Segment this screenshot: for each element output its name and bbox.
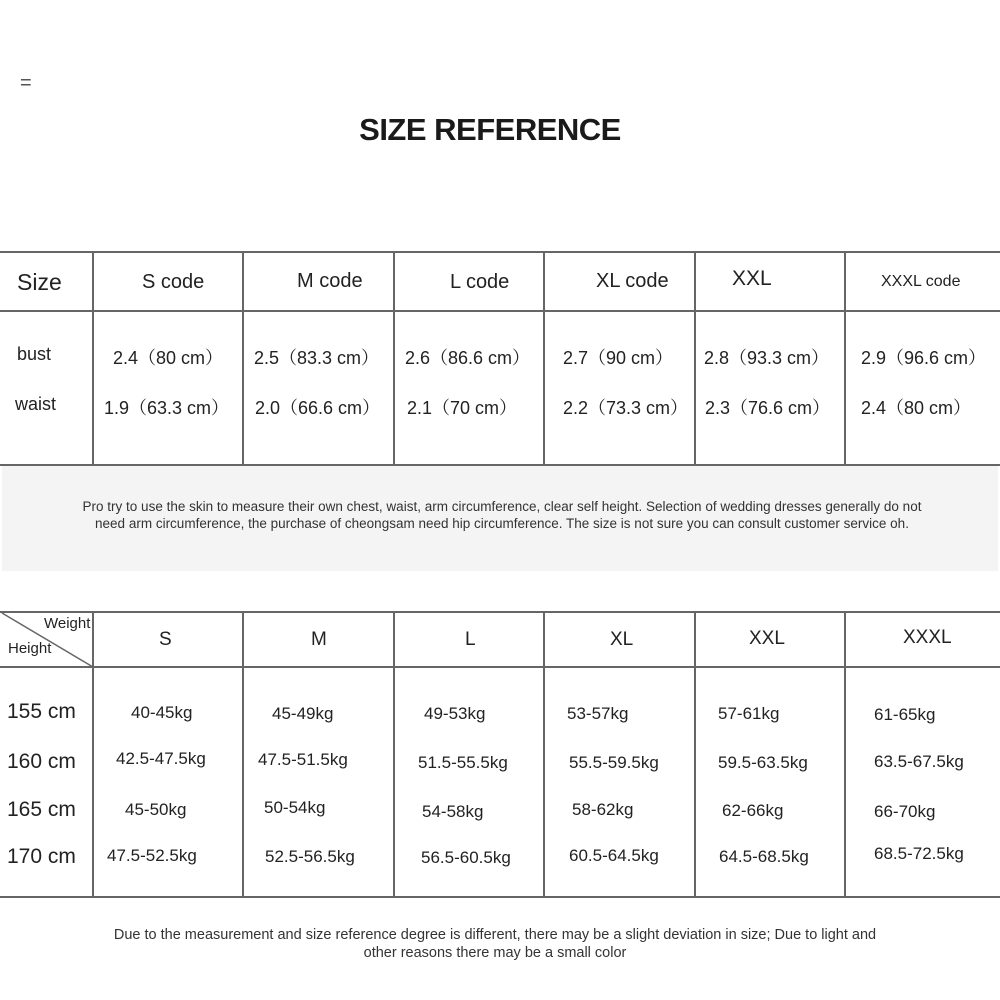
- header-xxl: XXL: [749, 628, 785, 649]
- column-divider: [92, 251, 94, 466]
- header-m-code: M code: [297, 270, 363, 292]
- height-160: 160 cm: [7, 750, 76, 773]
- header-xl-code: XL code: [596, 270, 669, 292]
- weight-170-l: 56.5-60.5kg: [421, 848, 511, 867]
- weight-160-l: 51.5-55.5kg: [418, 753, 508, 772]
- table-header-divider: [0, 310, 1000, 312]
- weight-165-xl: 58-62kg: [572, 800, 634, 819]
- weight-height-table: [0, 611, 1000, 898]
- column-divider: [242, 611, 244, 898]
- column-divider: [694, 611, 696, 898]
- column-divider: [393, 251, 395, 466]
- waist-xxxl: 2.4（80 cm）: [861, 398, 972, 418]
- weight-165-m: 50-54kg: [264, 798, 326, 817]
- weight-165-xxl: 62-66kg: [722, 801, 784, 820]
- table-border-bottom: [0, 896, 1000, 898]
- corner-mark: =: [20, 72, 32, 94]
- weight-165-l: 54-58kg: [422, 802, 484, 821]
- waist-m: 2.0（66.6 cm）: [255, 398, 381, 418]
- table-border-top: [0, 251, 1000, 253]
- bust-xxl: 2.8（93.3 cm）: [704, 348, 830, 368]
- weight-170-xl: 60.5-64.5kg: [569, 846, 659, 865]
- measurement-table: [0, 251, 1000, 466]
- weight-155-m: 45-49kg: [272, 704, 334, 723]
- column-divider: [543, 251, 545, 466]
- weight-160-xl: 55.5-59.5kg: [569, 753, 659, 772]
- weight-160-xxxl: 63.5-67.5kg: [874, 752, 964, 771]
- weight-160-m: 47.5-51.5kg: [258, 750, 348, 769]
- weight-155-l: 49-53kg: [424, 704, 486, 723]
- height-170: 170 cm: [7, 845, 76, 868]
- row-label-waist: waist: [15, 394, 57, 414]
- weight-155-xl: 53-57kg: [567, 704, 629, 723]
- waist-xxl: 2.3（76.6 cm）: [705, 398, 831, 418]
- weight-165-xxxl: 66-70kg: [874, 802, 936, 821]
- bust-xl: 2.7（90 cm）: [563, 348, 674, 368]
- weight-155-s: 40-45kg: [131, 703, 193, 722]
- header-xxl: XXL: [732, 267, 772, 290]
- header-s-code: S code: [142, 271, 205, 293]
- weight-170-xxl: 64.5-68.5kg: [719, 847, 809, 866]
- weight-155-xxxl: 61-65kg: [874, 705, 936, 724]
- header-xxxl: XXXL: [903, 627, 952, 648]
- weight-155-xxl: 57-61kg: [718, 704, 780, 723]
- weight-165-s: 45-50kg: [125, 800, 187, 819]
- row-label-bust: bust: [17, 344, 52, 364]
- column-divider: [242, 251, 244, 466]
- bust-l: 2.6（86.6 cm）: [405, 348, 531, 368]
- page-title: SIZE REFERENCE: [359, 112, 621, 147]
- column-divider: [844, 611, 846, 898]
- header-s: S: [159, 629, 172, 650]
- disclaimer-line-2: other reasons there may be a small color: [363, 945, 627, 961]
- column-divider: [543, 611, 545, 898]
- header-xl: XL: [610, 629, 634, 650]
- bust-s: 2.4（80 cm）: [113, 348, 224, 368]
- measurement-note: [2, 466, 998, 571]
- corner-height-label: Height: [8, 640, 52, 657]
- weight-160-s: 42.5-47.5kg: [116, 749, 206, 768]
- note-line-2: need arm circumference, the purchase of cheongsam need hip circumference. The size is not sure you can consult customer service oh.: [95, 516, 909, 531]
- header-l-code: L code: [450, 271, 510, 293]
- waist-xl: 2.2（73.3 cm）: [563, 398, 689, 418]
- weight-170-xxxl: 68.5-72.5kg: [874, 844, 964, 863]
- weight-170-m: 52.5-56.5kg: [265, 847, 355, 866]
- height-165: 165 cm: [7, 798, 76, 821]
- header-xxxl-code: XXXL code: [881, 273, 961, 290]
- height-155: 155 cm: [7, 700, 76, 723]
- weight-160-xxl: 59.5-63.5kg: [718, 753, 808, 772]
- column-divider: [844, 251, 846, 466]
- bust-xxxl: 2.9（96.6 cm）: [861, 348, 987, 368]
- table-header-divider: [0, 666, 1000, 668]
- note-line-1: Pro try to use the skin to measure their own chest, waist, arm circumference, clear self height. Selection of wedding dresses generally do not: [82, 499, 922, 514]
- table-border-top: [0, 611, 1000, 613]
- weight-170-s: 47.5-52.5kg: [107, 846, 197, 865]
- bust-m: 2.5（83.3 cm）: [254, 348, 380, 368]
- disclaimer-line-1: Due to the measurement and size reference degree is different, there may be a slight deviation in size; Due to light and: [113, 927, 877, 943]
- corner-weight-label: Weight: [44, 615, 91, 632]
- waist-l: 2.1（70 cm）: [407, 398, 518, 418]
- column-divider: [694, 251, 696, 466]
- waist-s: 1.9（63.3 cm）: [104, 398, 230, 418]
- column-divider: [393, 611, 395, 898]
- header-m: M: [311, 629, 327, 650]
- header-l: L: [465, 629, 476, 650]
- deviation-disclaimer: [0, 926, 990, 962]
- header-size: Size: [17, 269, 62, 295]
